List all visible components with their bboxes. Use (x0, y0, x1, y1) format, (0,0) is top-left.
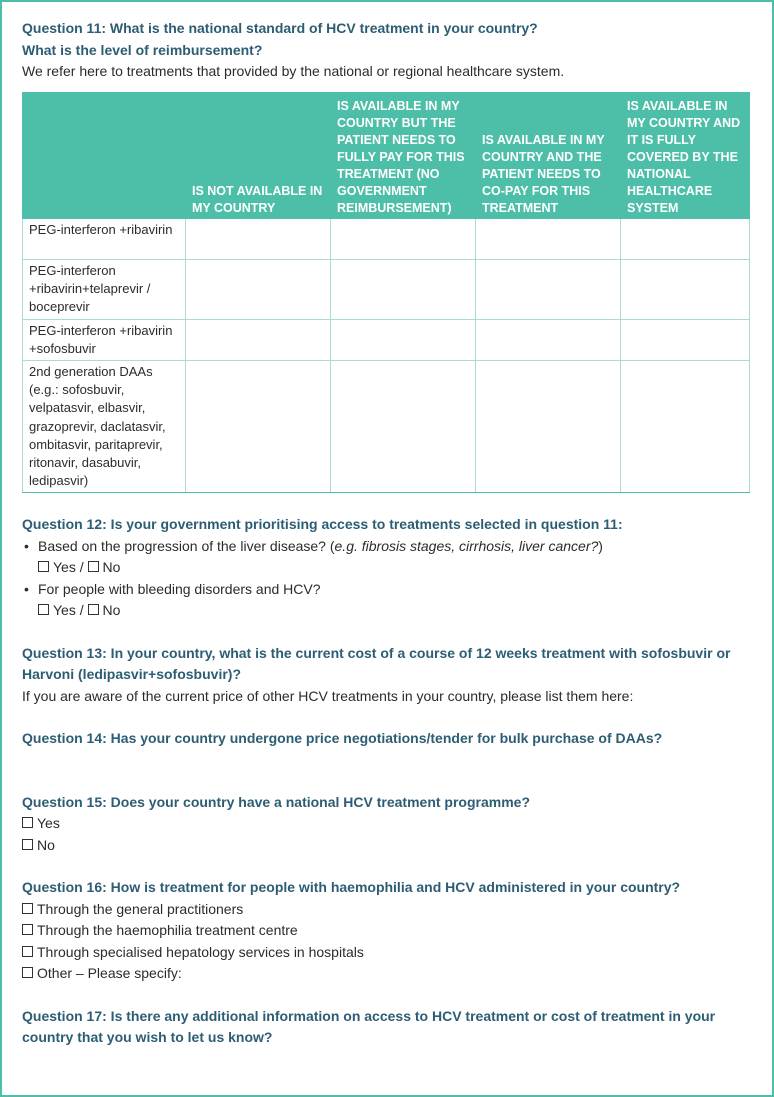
checkbox[interactable] (22, 903, 33, 914)
option-label: No (37, 836, 55, 853)
q12-title: Question 12: Is your government prioritising access to treatments selected in question 11: (22, 516, 623, 533)
checkbox[interactable] (22, 946, 33, 957)
table-row (23, 361, 750, 493)
q11-title-line2: What is the level of reimbursement? (22, 41, 263, 58)
cell-not-available[interactable] (186, 361, 331, 493)
table-row (23, 219, 750, 260)
cell-co-pay[interactable] (476, 319, 621, 360)
checkbox-yes[interactable] (38, 604, 49, 615)
option-label: Through the general practitioners (37, 900, 244, 917)
q16-title: Question 16: How is treatment for people with haemophilia and HCV administered in your country? (22, 879, 681, 896)
q12-answer-1 (22, 557, 752, 579)
q15-option-no (22, 835, 752, 857)
cell-not-available[interactable] (186, 260, 331, 320)
q12-bullet-1-end: ) (598, 537, 603, 554)
option-label: Through specialised hepatology services in hospitals (37, 943, 364, 960)
q12-answer-2 (22, 600, 752, 622)
cell-not-available[interactable] (186, 219, 331, 260)
row-label: PEG-interferon +ribavirin+telaprevir / boceprevir (23, 260, 186, 320)
cell-co-pay[interactable] (476, 361, 621, 493)
q12-bullet-1-text: Based on the progression of the liver disease? ( (38, 537, 335, 554)
q13-title: Question 13: In your country, what is the current cost of a course of 12 weeks treatment with sofosbuvir or Harvoni (ledipasvir+sofosbuvir)? (22, 644, 731, 683)
q12-bullets-2 (22, 579, 752, 601)
q16-option-gp (22, 899, 752, 921)
row-label: 2nd generation DAAs (e.g.: sofosbuvir, velpatasvir, elbasvir, grazoprevir, daclatasvir, ombitasvir, paritaprevir, ritonavir, dasabuvir, ledipasvir) (23, 361, 186, 493)
cell-fully-covered[interactable] (621, 260, 750, 320)
checkbox-no[interactable] (22, 839, 33, 850)
cell-fully-covered[interactable] (621, 319, 750, 360)
cell-fully-pay[interactable] (331, 260, 476, 320)
table-header-row (23, 92, 750, 219)
table-row (23, 319, 750, 360)
table-row (23, 260, 750, 320)
checkbox[interactable] (22, 967, 33, 978)
header-co-pay: IS AVAILABLE IN MY COUNTRY AND THE PATIENT NEEDS TO CO-PAY FOR THIS TREATMENT (476, 92, 621, 219)
q11-note: We refer here to treatments that provided by the national or regional healthcare system. (22, 63, 565, 79)
bullet-glyph: • (24, 537, 29, 554)
no-label: No (102, 559, 121, 576)
q17-title: Question 17: Is there any additional information on access to HCV treatment or cost of treatment in your country that you wish to let us know? (22, 1007, 716, 1046)
q15-title: Question 15: Does your country have a national HCV treatment programme? (22, 793, 530, 810)
option-label: Through the haemophilia treatment centre (37, 922, 298, 939)
checkbox-no[interactable] (88, 604, 99, 615)
cell-fully-covered[interactable] (621, 361, 750, 493)
header-empty (23, 92, 186, 219)
yes-label: Yes / (53, 602, 84, 619)
treatment-table (22, 92, 750, 494)
cell-co-pay[interactable] (476, 219, 621, 260)
cell-co-pay[interactable] (476, 260, 621, 320)
cell-fully-pay[interactable] (331, 319, 476, 360)
cell-fully-covered[interactable] (621, 219, 750, 260)
header-fully-covered: IS AVAILABLE IN MY COUNTRY AND IT IS FULLY COVERED BY THE NATIONAL HEALTHCARE SYSTEM (621, 92, 750, 219)
checkbox-yes[interactable] (38, 561, 49, 572)
header-fully-pay: IS AVAILABLE IN MY COUNTRY BUT THE PATIENT NEEDS TO FULLY PAY FOR THIS TREATMENT (NO GOVERNMENT REIMBURSEMENT) (331, 92, 476, 219)
q12-bullet-1-italic: e.g. fibrosis stages, cirrhosis, liver cancer? (334, 537, 599, 554)
q13-note: If you are aware of the current price of other HCV treatments in your country, please list them here: (22, 687, 634, 704)
checkbox[interactable] (22, 924, 33, 935)
option-label: Yes (37, 815, 60, 832)
q12-bullet-2 (22, 579, 752, 601)
q14-title: Question 14: Has your country undergone price negotiations/tender for bulk purchase of DAAs? (22, 730, 663, 747)
cell-fully-pay[interactable] (331, 361, 476, 493)
header-not-available: IS NOT AVAILABLE IN MY COUNTRY (186, 92, 331, 219)
checkbox-no[interactable] (88, 561, 99, 572)
q12-bullet-1 (22, 536, 752, 558)
option-label: Other – Please specify: (37, 965, 182, 982)
row-label: PEG-interferon +ribavirin (23, 219, 186, 260)
cell-fully-pay[interactable] (331, 219, 476, 260)
checkbox-yes[interactable] (22, 817, 33, 828)
q11-title-line1: Question 11: What is the national standard of HCV treatment in your country? (22, 20, 538, 36)
q15-option-yes (22, 813, 752, 835)
q12-bullets (22, 536, 752, 558)
cell-not-available[interactable] (186, 319, 331, 360)
yes-label: Yes / (53, 559, 84, 576)
questionnaire-page (22, 18, 752, 1049)
q16-option-hepatology (22, 942, 752, 964)
row-label: PEG-interferon +ribavirin +sofosbuvir (23, 319, 186, 360)
no-label: No (102, 602, 121, 619)
q16-option-other (22, 963, 752, 985)
q16-option-htc (22, 920, 752, 942)
q12-bullet-2-text: For people with bleeding disorders and HCV? (38, 580, 321, 597)
bullet-glyph: • (24, 580, 29, 597)
